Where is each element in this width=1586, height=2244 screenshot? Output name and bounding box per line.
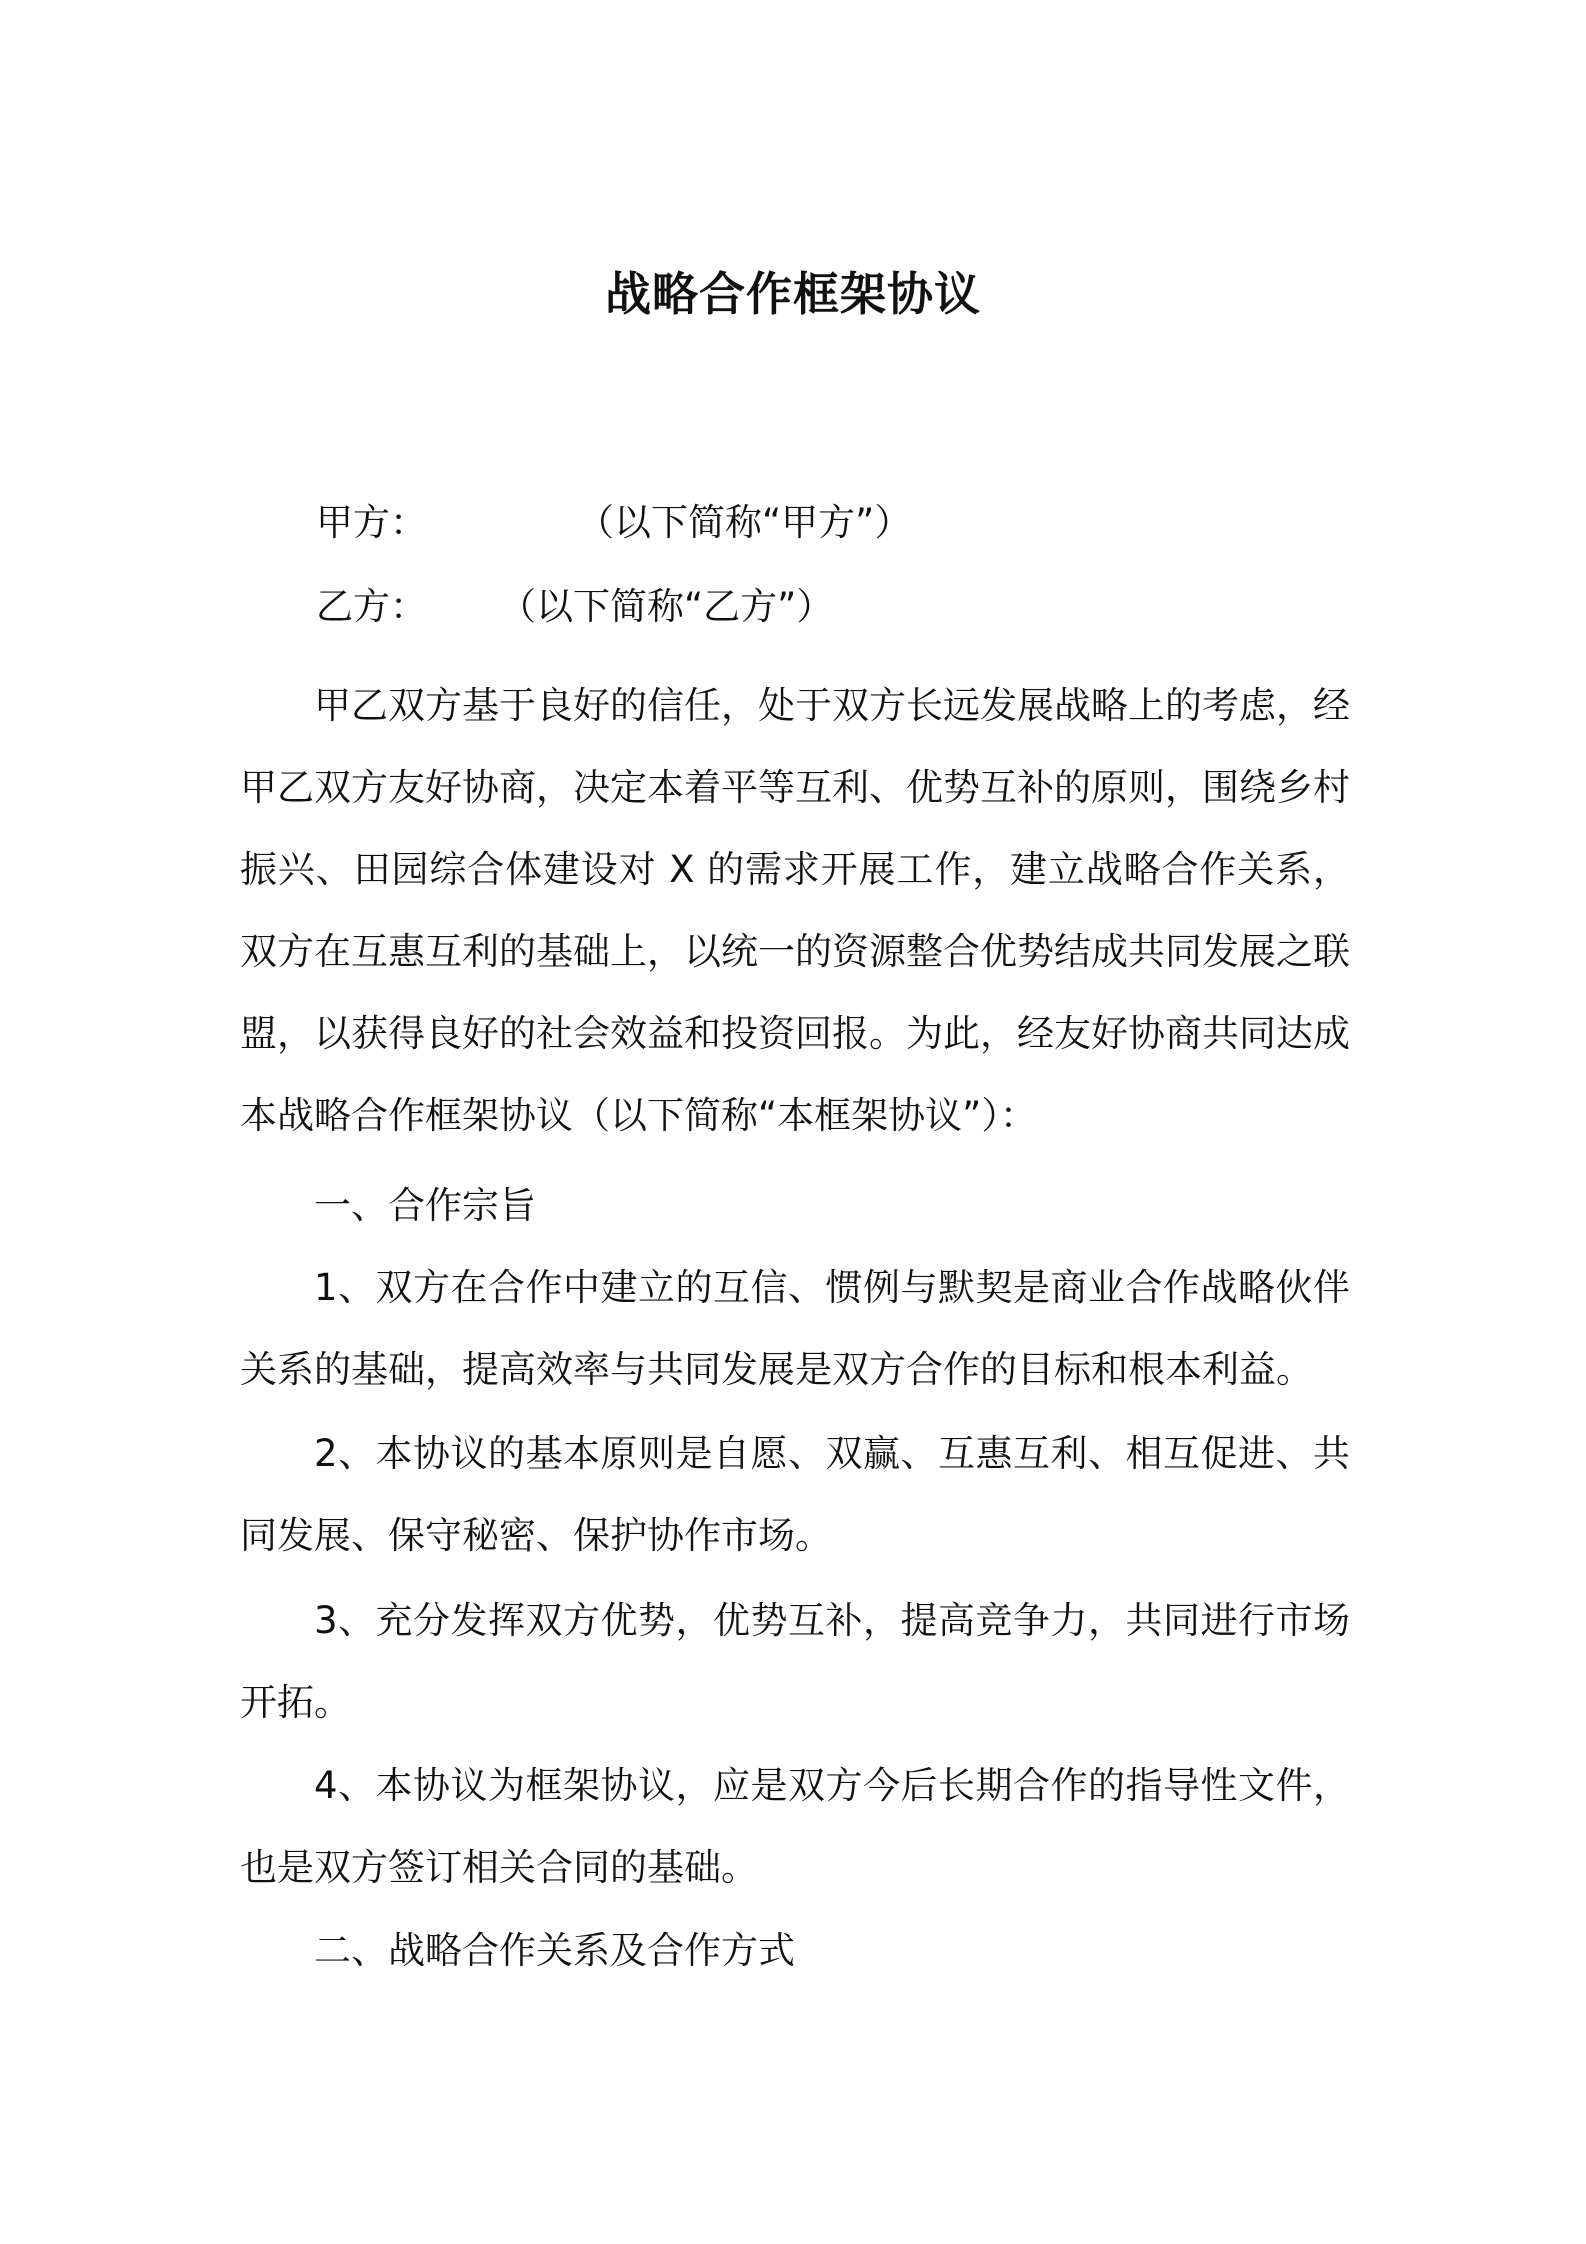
document-title: 战略合作框架协议: [605, 267, 981, 321]
party-a-line: [316, 498, 911, 548]
section-heading-2: 二、战略合作关系及合作方式: [314, 1929, 795, 1972]
party-b-line: [316, 582, 833, 632]
clause-1: 1、双方在合作中建立的互信、惯例与默契是商业合作战略伙伴关系的基础，提高效率与共同发展是双方合作的目标和根本利益。: [240, 1266, 1350, 1391]
party-a-label: 甲方：: [316, 501, 427, 544]
clause-4: 4、本协议为框架协议，应是双方今后长期合作的指导性文件，也是双方签订相关合同的基础。: [240, 1764, 1350, 1889]
party-a-alias: （以下简称“甲方”）: [577, 501, 912, 544]
clause-2: 2、本协议的基本原则是自愿、双赢、互惠互利、相互促进、共同发展、保守秘密、保护协作市场。: [240, 1432, 1350, 1557]
section-heading-1: 一、合作宗旨: [314, 1184, 536, 1227]
party-b-alias: （以下简称“乙方”）: [499, 585, 834, 628]
party-b-label: 乙方：: [316, 585, 427, 628]
intro-paragraph: 甲乙双方基于良好的信任，处于双方长远发展战略上的考虑，经甲乙双方友好协商，决定本着平等互利、优势互补的原则，围绕乡村振兴、田园综合体建设对 X 的需求开展工作，建立战略合作关系，双方在互惠互利的基础上，以统一的资源整合优势结成共同发展之联盟，以获得良好的社会效益和投资回报。为此，经友好协商共同达成本战略合作框架协议（以下简称“本框架协议”）：: [240, 684, 1350, 1137]
clause-3: 3、充分发挥双方优势，优势互补，提高竞争力，共同进行市场开拓。: [240, 1599, 1350, 1724]
